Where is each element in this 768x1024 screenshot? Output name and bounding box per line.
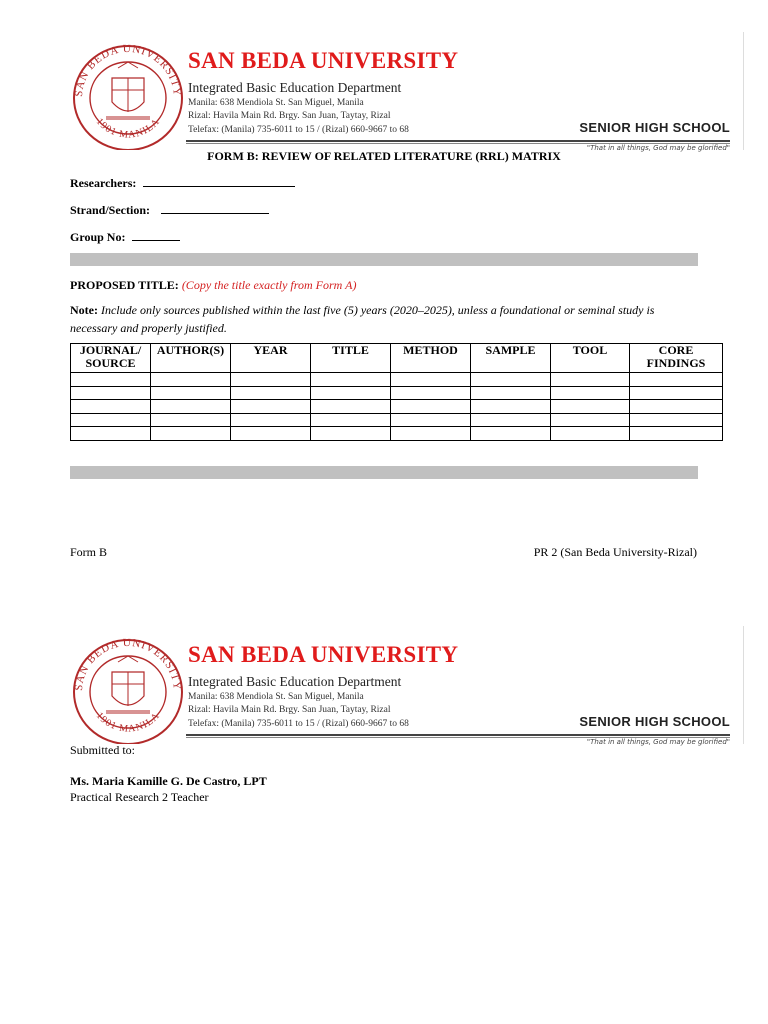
table-cell[interactable] <box>311 386 391 400</box>
table-cell[interactable] <box>151 386 231 400</box>
table-cell[interactable] <box>391 400 471 414</box>
table-cell[interactable] <box>231 400 311 414</box>
address-rizal: Rizal: Havila Main Rd. Brgy. San Juan, Taytay, Rizal <box>188 705 391 715</box>
form-title: FORM B: REVIEW OF RELATED LITERATURE (RRL) MATRIX <box>207 149 561 163</box>
table-cell[interactable] <box>71 373 151 387</box>
table-cell[interactable] <box>551 413 630 427</box>
proposed-title-hint: (Copy the title exactly from Form A) <box>181 278 357 292</box>
column-header: SAMPLE <box>471 344 551 373</box>
submitted-to-label: Submitted to: <box>70 743 136 757</box>
table-cell[interactable] <box>71 413 151 427</box>
table-cell[interactable] <box>311 373 391 387</box>
school-label: SENIOR HIGH SCHOOL <box>579 714 730 729</box>
motto: "That in all things, God may be glorified" <box>586 738 730 746</box>
table-cell[interactable] <box>231 427 311 441</box>
table-cell[interactable] <box>71 427 151 441</box>
table-cell[interactable] <box>311 413 391 427</box>
table-row <box>71 427 723 441</box>
telefax: Telefax: (Manila) 735-6011 to 15 / (Rizal) 660-9667 to 68 <box>188 719 409 729</box>
university-seal-logo <box>68 634 188 744</box>
university-name: SAN BEDA UNIVERSITY <box>188 48 459 73</box>
note-label: Note: <box>70 303 98 317</box>
header-rule <box>186 140 730 142</box>
table-row <box>71 400 723 414</box>
table-cell[interactable] <box>391 373 471 387</box>
table-cell[interactable] <box>391 386 471 400</box>
svg-text:1901 MANILA: 1901 MANILA <box>93 116 163 141</box>
footer-left: Form B <box>70 545 108 559</box>
column-header: AUTHOR(S) <box>151 344 231 373</box>
footer-right: PR 2 (San Beda University-Rizal) <box>533 545 697 559</box>
table-cell[interactable] <box>551 400 630 414</box>
note-block <box>70 302 700 336</box>
table-cell[interactable] <box>630 413 723 427</box>
strand-field <box>70 202 269 218</box>
table-cell[interactable] <box>71 400 151 414</box>
teacher-role: Practical Research 2 Teacher <box>70 790 209 804</box>
table-cell[interactable] <box>231 373 311 387</box>
table-cell[interactable] <box>630 386 723 400</box>
table-row <box>71 413 723 427</box>
section-divider-bar <box>70 253 698 266</box>
column-header: JOURNAL/ SOURCE <box>71 344 151 373</box>
letterhead <box>68 626 744 748</box>
motto: "That in all things, God may be glorified" <box>586 144 730 152</box>
column-header: TOOL <box>551 344 630 373</box>
table-header-row <box>71 344 723 373</box>
page-edge <box>743 626 744 744</box>
table-cell[interactable] <box>471 427 551 441</box>
university-name: SAN BEDA UNIVERSITY <box>188 642 459 667</box>
address-manila: Manila: 638 Mendiola St. San Miguel, Manila <box>188 692 364 702</box>
teacher-name: Ms. Maria Kamille G. De Castro, LPT <box>70 774 267 788</box>
table-row <box>71 373 723 387</box>
table-cell[interactable] <box>471 400 551 414</box>
table-cell[interactable] <box>630 373 723 387</box>
proposed-title-label: PROPOSED TITLE: <box>70 278 179 292</box>
group-field <box>70 229 180 245</box>
page-edge <box>743 32 744 150</box>
section-divider-bar <box>70 466 698 479</box>
column-header: METHOD <box>391 344 471 373</box>
svg-text:SAN BEDA UNIVERSITY: SAN BEDA UNIVERSITY <box>72 636 184 692</box>
telefax: Telefax: (Manila) 735-6011 to 15 / (Rizal) 660-9667 to 68 <box>188 125 409 135</box>
proposed-title-line <box>70 278 356 293</box>
column-header: CORE FINDINGS <box>630 344 723 373</box>
column-header: TITLE <box>311 344 391 373</box>
group-input-line[interactable] <box>132 229 180 241</box>
table-cell[interactable] <box>71 386 151 400</box>
table-cell[interactable] <box>551 386 630 400</box>
table-cell[interactable] <box>151 400 231 414</box>
researchers-input-line[interactable] <box>143 175 295 187</box>
table-cell[interactable] <box>551 427 630 441</box>
table-cell[interactable] <box>471 413 551 427</box>
table-cell[interactable] <box>630 427 723 441</box>
strand-label: Strand/Section: <box>70 203 151 217</box>
rrl-matrix-table <box>70 343 723 441</box>
letterhead <box>68 32 744 154</box>
note-text: Include only sources published within the last five (5) years (2020–2025), unless a foundational or seminal study is necessary and properly justified. <box>70 303 655 335</box>
table-cell[interactable] <box>151 413 231 427</box>
table-row <box>71 386 723 400</box>
address-rizal: Rizal: Havila Main Rd. Brgy. San Juan, Taytay, Rizal <box>188 111 391 121</box>
table-cell[interactable] <box>231 386 311 400</box>
table-cell[interactable] <box>630 400 723 414</box>
group-label: Group No: <box>70 230 126 244</box>
table-cell[interactable] <box>231 413 311 427</box>
column-header: YEAR <box>231 344 311 373</box>
svg-text:1901 MANILA: 1901 MANILA <box>93 710 163 735</box>
researchers-label: Researchers: <box>70 176 137 190</box>
university-seal-logo <box>68 40 188 150</box>
strand-input-line[interactable] <box>161 202 269 214</box>
table-cell[interactable] <box>391 413 471 427</box>
table-cell[interactable] <box>471 373 551 387</box>
table-cell[interactable] <box>391 427 471 441</box>
address-manila: Manila: 638 Mendiola St. San Miguel, Manila <box>188 98 364 108</box>
table-cell[interactable] <box>471 386 551 400</box>
table-cell[interactable] <box>551 373 630 387</box>
header-rule <box>186 734 730 736</box>
researchers-field <box>70 175 295 191</box>
department-name: Integrated Basic Education Department <box>188 80 402 95</box>
school-label: SENIOR HIGH SCHOOL <box>579 120 730 135</box>
table-cell[interactable] <box>311 400 391 414</box>
table-cell[interactable] <box>151 427 231 441</box>
table-cell[interactable] <box>151 373 231 387</box>
svg-text:SAN BEDA UNIVERSITY: SAN BEDA UNIVERSITY <box>72 42 184 98</box>
table-cell[interactable] <box>311 427 391 441</box>
department-name: Integrated Basic Education Department <box>188 674 402 689</box>
